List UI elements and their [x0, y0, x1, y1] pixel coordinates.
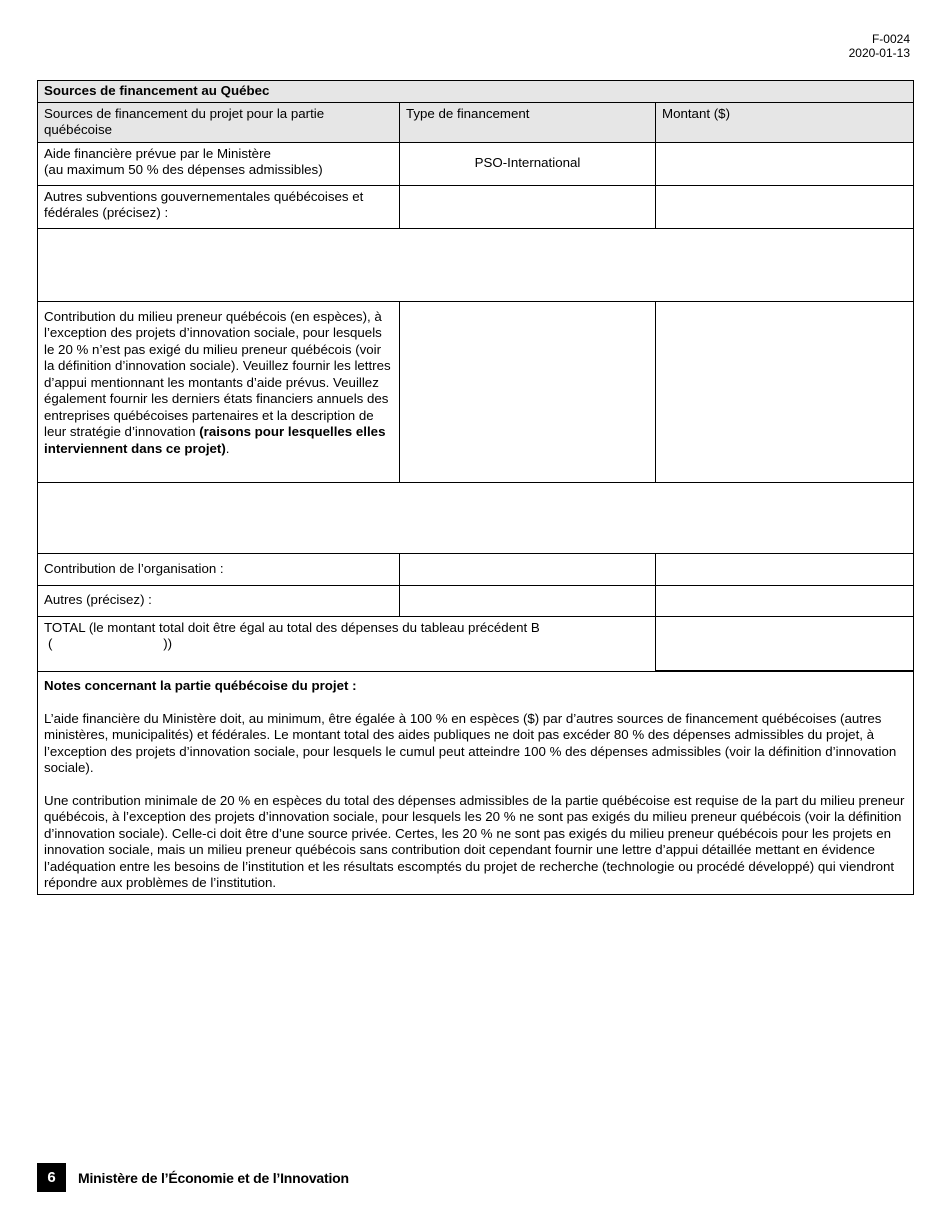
page-number: 6 [37, 1163, 66, 1192]
contribution-org-type-field[interactable] [400, 553, 656, 585]
table-title: Sources de financement au Québec [38, 81, 914, 103]
contribution-milieu-type-field[interactable] [400, 301, 656, 482]
total-amount-field[interactable] [656, 616, 914, 671]
aide-label-line1: Aide financière prévue par le Ministère [44, 145, 271, 161]
autres-subventions-type-field[interactable] [400, 185, 656, 228]
ministry-name: Ministère de l’Économie et de l’Innovation [78, 1169, 349, 1186]
aide-type-cell: PSO-International [400, 142, 656, 185]
row-contribution-org [38, 553, 914, 585]
total-label: TOTAL (le montant total doit être égal au total des dépenses du tableau précédent B [44, 619, 540, 635]
aide-label [38, 142, 400, 185]
contribution-milieu-text: Contribution du milieu preneur québécois (en espèces), à l’exception des projets d’innovation sociale, pour lesquels le 20 % n’est pas exigé du milieu preneur québécois (voir la définition d’innovation sociale). Veuillez fournir les lettres d’appui mentionnant les montants d’aide prévus. Veuillez également fournir les derniers états financiers annuels des entreprises québécoises partenaires et la description de leur stratégie d’innovation [44, 308, 391, 439]
form-date: 2020-01-13 [848, 46, 910, 60]
row-contribution-milieu [38, 301, 914, 482]
row-aide-ministere [38, 142, 914, 185]
page-footer [37, 1163, 349, 1192]
notes-paragraph-2: Une contribution minimale de 20 % en espèces du total des dépenses admissibles de la partie québécoise est requise de la part du milieu preneur québécois, à l’exception des projets d’innovation sociale, pour lesquels les 20 % ne sont pas exigés du milieu preneur québécois (voir la définition d’innovation sociale). Celle-ci doit être d’une source privée. Certes, les 20 % ne sont pas exigés du milieu preneur québécois pour les projets en innovation sociale, mais un milieu preneur québécois sans contribution doit cependant fournir une lettre d’appui détaillée mettant en évidence l’adéquation entre les besoins de l’institution et les résultats escomptés du projet de recherche (technologie ou procédé développé) qui viendront répondre aux problèmes de l’institution. [44, 792, 905, 890]
notes-paragraph-1: L’aide financière du Ministère doit, au minimum, être égalée à 100 % en espèces ($) par d’autres sources de financement québécoises (autres ministères, municipalités) et fédérales. Le montant total des aides publiques ne doit pas excéder 80 % des dépenses admissibles du projet, à l’exception des projets d’innovation sociale, pour lesquels le cumul peut atteindre 100 % des dépenses admissibles (voir la définition d’innovation sociale). [44, 710, 897, 775]
header-amount: Montant ($) [656, 102, 914, 142]
contribution-milieu-label [38, 301, 400, 482]
contribution-org-label: Contribution de l’organisation : [38, 553, 400, 585]
autres-subventions-details-field[interactable] [38, 228, 914, 301]
autres-label: Autres (précisez) : [38, 585, 400, 616]
funding-table [37, 80, 914, 895]
contribution-org-amount-field[interactable] [656, 553, 914, 585]
form-code: F-0024 [871, 32, 910, 46]
aide-label-line2: (au maximum 50 % des dépenses admissibles) [44, 162, 323, 177]
autres-subventions-label: Autres subventions gouvernementales québécoises et fédérales (précisez) : [38, 185, 400, 228]
notes-title: Notes concernant la partie québécoise du projet : [44, 678, 357, 693]
row-autres [38, 585, 914, 616]
header-source: Sources de financement du projet pour la partie québécoise [38, 102, 400, 142]
row-autres-subventions [38, 185, 914, 228]
autres-amount-field[interactable] [656, 585, 914, 616]
total-paren: ( )) [48, 636, 173, 651]
contribution-milieu-bold: (raisons pour lesquelles elles interviennent dans ce projet) [44, 424, 386, 456]
contribution-milieu-amount-field[interactable] [656, 301, 914, 482]
aide-amount-field[interactable] [656, 142, 914, 185]
total-label-cell [38, 616, 656, 671]
header-type: Type de financement [400, 102, 656, 142]
contribution-milieu-details-field[interactable] [38, 482, 914, 553]
autres-subventions-amount-field[interactable] [656, 185, 914, 228]
row-total [38, 616, 914, 671]
form-code-block [849, 32, 910, 60]
notes-section [38, 671, 914, 894]
autres-type-field[interactable] [400, 585, 656, 616]
contribution-milieu-end: . [225, 440, 230, 456]
